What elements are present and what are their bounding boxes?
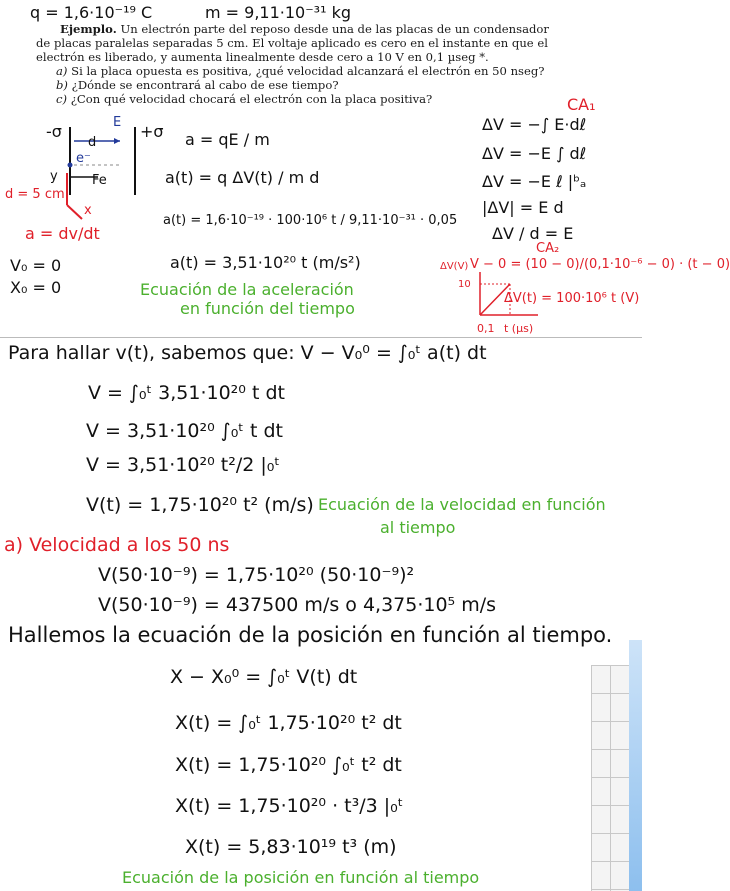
- blue-side-bar: [629, 640, 642, 891]
- field-arrow-head: [114, 138, 120, 144]
- plate-gap-label: d: [88, 135, 97, 150]
- field-label: E: [113, 115, 122, 130]
- accel-note-1: Ecuación de la aceleración: [140, 280, 354, 299]
- spreadsheet-grid-fragment: [591, 665, 629, 891]
- x-axis: [67, 205, 82, 219]
- question-c-label: c): [56, 92, 68, 106]
- accel-note-2: en función del tiempo: [180, 299, 355, 318]
- graph-t-label: t (µs): [504, 322, 534, 335]
- velocity-note-1: Ecuación de la velocidad en función: [318, 495, 606, 514]
- velocity-eq-1: V = ∫₀ᵗ 3,51·10²⁰ t dt: [88, 382, 285, 404]
- graph-y-label: ΔV(V): [440, 261, 469, 272]
- part-a-title: a) Velocidad a los 50 ns: [4, 534, 230, 556]
- electron-label: e⁻: [76, 151, 91, 166]
- position-eq-4: X(t) = 1,75·10²⁰ · t³/3 |₀ᵗ: [175, 795, 404, 817]
- accel-eq-3: a(t) = 1,6·10⁻¹⁹ · 100·10⁶ t / 9,11·10⁻³¹ · 0,05: [163, 213, 458, 228]
- position-eq-3: X(t) = 1,75·10²⁰ ∫₀ᵗ t² dt: [175, 754, 402, 776]
- voltage-eq-2: ΔV = −E ∫ dℓ: [482, 144, 587, 163]
- problem-line-2: de placas paralelas separadas 5 cm. El voltaje aplicado es cero en el instante en que el: [36, 36, 548, 50]
- voltage-eq-3: ΔV = −E ℓ |ᵇₐ: [482, 172, 587, 191]
- accel-eq-2: a(t) = q ΔV(t) / m d: [165, 168, 320, 187]
- problem-line-3: electrón es liberado, y aumenta linealmente desde cero a 10 V en 0,1 µseg *.: [36, 50, 489, 64]
- voltage-eq-6: V − 0 = (10 − 0)/(0,1·10⁻⁶ − 0) · (t − 0): [470, 257, 730, 272]
- position-eq-5: X(t) = 5,83·10¹⁹ t³ (m): [185, 836, 397, 858]
- question-a-label: a): [56, 64, 68, 78]
- distance-label: d = 5 cm: [5, 187, 65, 202]
- question-c: ¿Con qué velocidad chocará el electrón con la placa positiva?: [70, 92, 433, 106]
- ca2-label: CA₂: [536, 241, 560, 256]
- voltage-eq-1: ΔV = −∫ E·dℓ: [482, 115, 587, 134]
- mass-constant: m = 9,11·10⁻³¹ kg: [205, 3, 352, 22]
- x-axis-label: x: [84, 203, 92, 218]
- position-intro: Hallemos la ecuación de la posición en función al tiempo.: [8, 623, 613, 647]
- voltage-eq-5: ΔV / d = E: [492, 224, 574, 243]
- graph-01-label: 0,1: [477, 322, 495, 335]
- problem-statement: [36, 22, 596, 106]
- section-divider: [0, 337, 642, 338]
- acceleration-definition: a = dv/dt: [25, 224, 100, 243]
- force-label: Fe: [92, 173, 107, 188]
- initial-position: X₀ = 0: [10, 278, 62, 297]
- y-axis-label: y: [50, 169, 58, 184]
- accel-eq-1: a = qE / m: [185, 130, 270, 149]
- minus-sigma-label: -σ: [46, 122, 62, 141]
- plus-sigma-label: +σ: [140, 122, 164, 141]
- question-b: ¿Dónde se encontrará al cabo de ese tiempo?: [71, 78, 339, 92]
- position-eq-2: X(t) = ∫₀ᵗ 1,75·10²⁰ t² dt: [175, 712, 402, 734]
- question-b-label: b): [56, 78, 68, 92]
- question-a: Si la placa opuesta es positiva, ¿qué velocidad alcanzará el electrón en 50 nseg?: [71, 64, 545, 78]
- position-note: Ecuación de la posición en función al tiempo: [122, 868, 480, 887]
- charge-constant: q = 1,6·10⁻¹⁹ C: [30, 3, 153, 22]
- problem-title: Ejemplo.: [60, 22, 117, 36]
- position-eq-1: X − X₀⁰ = ∫₀ᵗ V(t) dt: [170, 666, 358, 688]
- part-a-eq-1: V(50·10⁻⁹) = 1,75·10²⁰ (50·10⁻⁹)²: [98, 564, 415, 586]
- graph-equation: ΔV(t) = 100·10⁶ t (V): [504, 291, 640, 306]
- velocity-intro: Para hallar v(t), sabemos que: V − V₀⁰ = ∫₀ᵗ a(t) dt: [8, 342, 487, 364]
- voltage-eq-4: |ΔV| = E d: [482, 198, 564, 217]
- ca1-label: CA₁: [567, 95, 596, 114]
- graph-10-label: 10: [458, 279, 471, 290]
- part-a-eq-2: V(50·10⁻⁹) = 437500 m/s o 4,375·10⁵ m/s: [98, 594, 497, 616]
- electron-dot: [68, 163, 73, 168]
- problem-line-1: Un electrón parte del reposo desde una de las placas de un condensador: [120, 22, 549, 36]
- velocity-eq-2: V = 3,51·10²⁰ ∫₀ᵗ t dt: [86, 420, 283, 442]
- accel-eq-4: a(t) = 3,51·10²⁰ t (m/s²): [170, 253, 361, 272]
- velocity-eq-4: V(t) = 1,75·10²⁰ t² (m/s): [86, 494, 314, 516]
- velocity-eq-3: V = 3,51·10²⁰ t²/2 |₀ᵗ: [86, 454, 281, 476]
- initial-velocity: V₀ = 0: [10, 256, 62, 275]
- velocity-note-2: al tiempo: [380, 518, 456, 537]
